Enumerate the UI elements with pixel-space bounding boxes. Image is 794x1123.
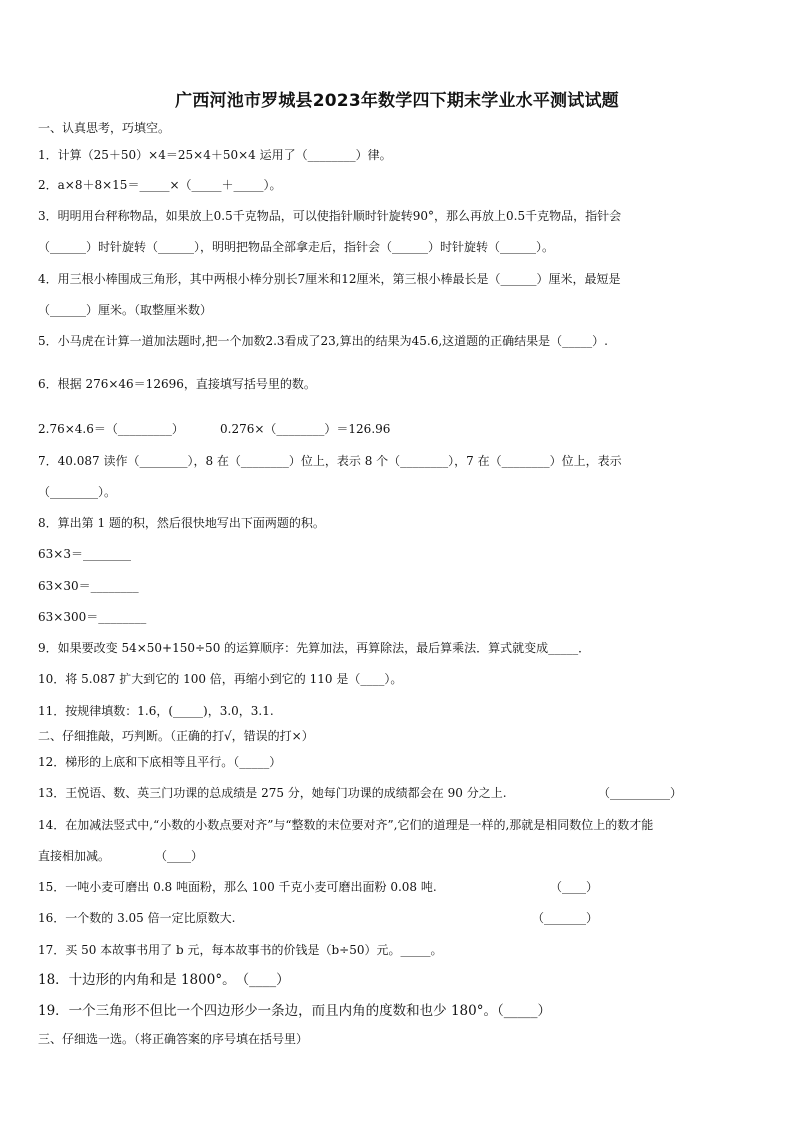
question-6: 6．根据 276×46＝12696，直接填写括号里的数。 [38,377,316,391]
question-18: 18．十边形的内角和是 1800°。 （____） [38,972,290,988]
page-title: 广西河池市罗城县2023年数学四下期末学业水平测试试题 [175,91,619,111]
section-heading-3: 三、仔细选一选。（将正确答案的序号填在括号里） [38,1032,309,1046]
question-8-part-c: 63×300＝________ [38,610,147,624]
question-13: 13．王悦语、数、英三门功课的总成绩是 275 分，她每门功课的成绩都会在 90 分之上. [38,786,507,800]
question-10: 10．将 5.087 扩大到它的 100 倍，再缩小到它的 110 是（____）。 [38,672,403,686]
question-3-line-1: 3．明明用台秤称物品，如果放上0.5千克物品，可以使指针顺时针旋转90°，那么再放上0.5千克物品，指针会 [38,209,622,223]
question-1: 1．计算（25＋50）×4＝25×4＋50×4 运用了（________）律。 [38,148,392,162]
question-8-part-b: 63×30＝________ [38,579,139,593]
section-heading-1: 一、认真思考，巧填空。 [38,121,171,135]
question-5: 5．小马虎在计算一道加法题时,把一个加数2.3看成了23,算出的结果为45.6,这道题的正确结果是（_____）. [38,334,608,348]
section-heading-2: 二、仔细推敲，巧判断。（正确的打√，错误的打×） [38,729,314,743]
question-2: 2．a×8＋8×15＝_____×（_____＋_____）。 [38,178,282,192]
question-19: 19．一个三角形不但比一个四边形少一条边，而且内角的度数和也少 180°。（_____） [38,1003,551,1019]
question-14-line-1: 14．在加减法竖式中,“小数的小数点要对齐”与“整数的末位要对齐”,它们的道理是一样的,那就是相同数位上的数才能 [38,818,654,832]
question-13-answer-bracket: （__________） [598,786,683,800]
question-11: 11．按规律填数：1.6，(_____)，3.0，3.1. [38,704,274,718]
question-17: 17．买 50 本故事书用了 b 元，每本故事书的价钱是（b÷50）元。_____。 [38,943,443,957]
question-14-answer-bracket: （____） [155,849,204,863]
question-6-part-b: 0.276×（________）＝126.96 [220,422,391,436]
question-7-line-2: （________）。 [38,485,117,499]
question-7-line-1: 7．40.087 读作（________），8 在（________）位上，表示 8 个（________），7 在（________）位上，表示 [38,454,622,468]
question-6-part-a: 2.76×4.6＝（_________） [38,422,184,436]
question-9: 9．如果要改变 54×50+150÷50 的运算顺序：先算加法，再算除法，最后算乘法．算式就变成_____． [38,641,591,655]
question-15-answer-bracket: （____） [550,880,599,894]
question-8-part-a: 63×3＝________ [38,547,131,561]
question-8: 8．算出第 1 题的积，然后很快地写出下面两题的积。 [38,516,325,530]
question-3-line-2: （______）时针旋转（______），明明把物品全部拿走后，指针会（______）时针旋转（______）。 [38,240,555,254]
question-15: 15．一吨小麦可磨出 0.8 吨面粉，那么 100 千克小麦可磨出面粉 0.08 吨. [38,880,437,894]
question-16: 16．一个数的 3.05 倍一定比原数大. [38,911,236,925]
question-14-line-2: 直接相加减。 [38,849,111,863]
question-4-line-2: （______）厘米。（取整厘米数） [38,303,213,317]
question-4-line-1: 4．用三根小棒围成三角形，其中两根小棒分别长7厘米和12厘米，第三根小棒最长是（______）厘米，最短是 [38,272,621,286]
question-16-answer-bracket: （_______） [532,911,599,925]
question-12: 12．梯形的上底和下底相等且平行。（_____） [38,755,282,769]
